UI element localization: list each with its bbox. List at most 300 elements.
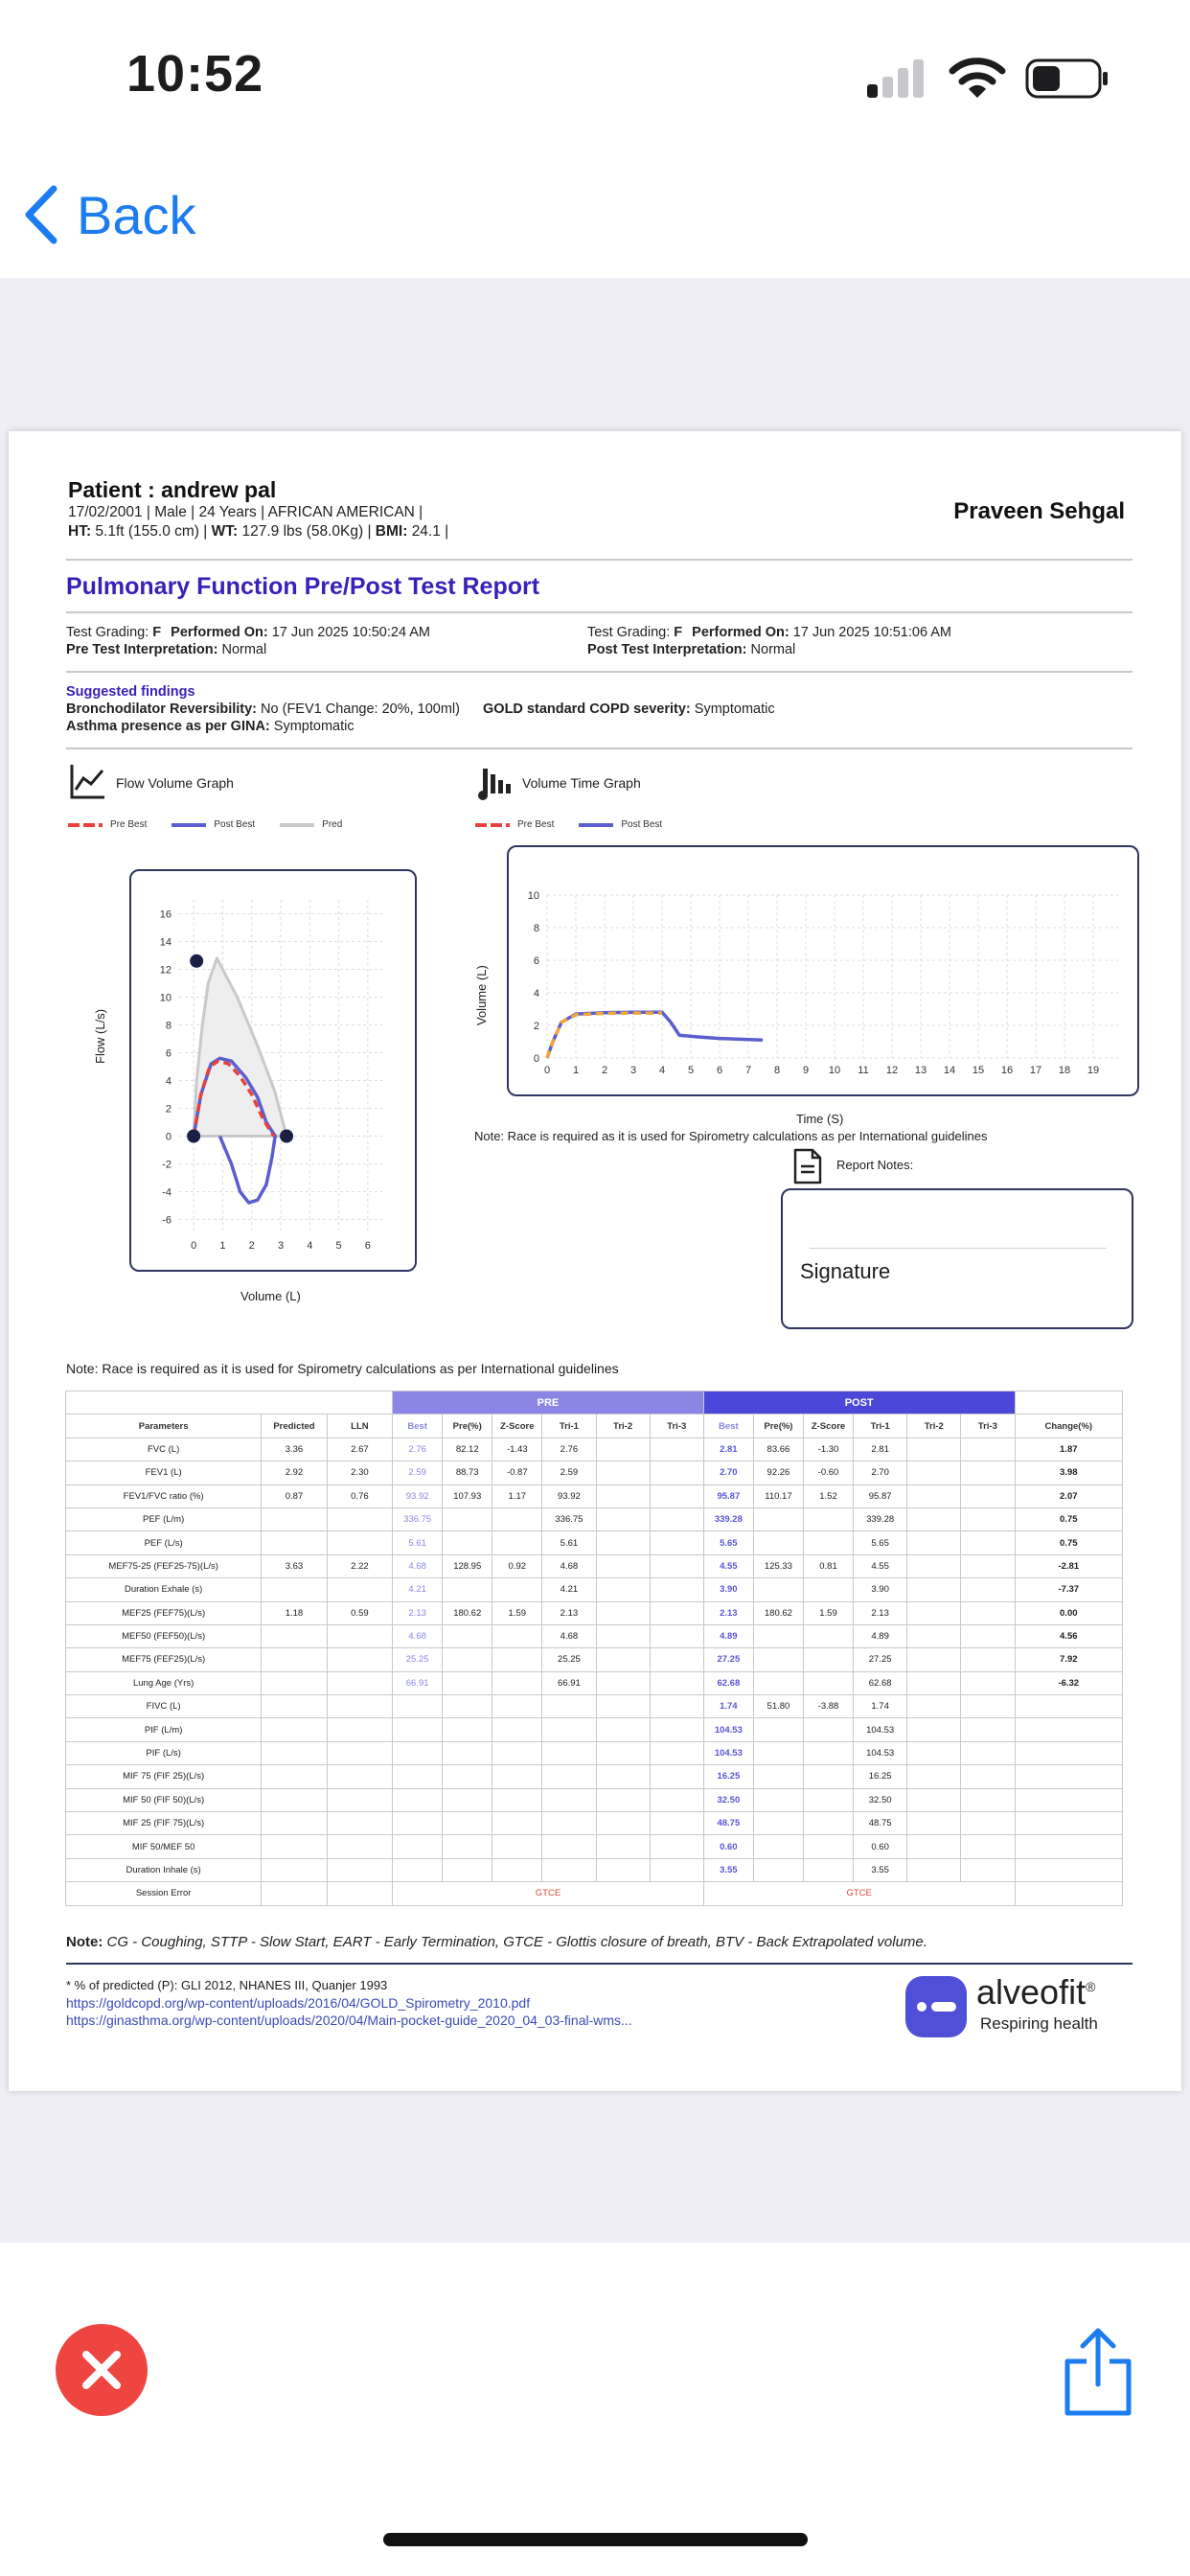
table-cell: 1.59 [492, 1601, 542, 1624]
table-cell: 2.70 [703, 1461, 753, 1484]
table-cell [327, 1765, 392, 1788]
table-cell [393, 1812, 443, 1835]
table-cell: 93.92 [393, 1484, 443, 1507]
table-column-header: Best [393, 1414, 443, 1438]
table-cell [753, 1578, 803, 1601]
table-cell [492, 1718, 542, 1741]
share-button[interactable] [1062, 2327, 1134, 2419]
table-row [66, 1671, 1123, 1694]
table-cell [961, 1858, 1015, 1881]
table-cell: 339.28 [854, 1507, 907, 1530]
x-tick-label: 11 [858, 1065, 869, 1076]
table-cell [262, 1788, 327, 1811]
table-column-header: Tri-3 [961, 1414, 1015, 1438]
table-parameter-cell: PIF (L/s) [66, 1741, 262, 1764]
table-cell [907, 1531, 961, 1554]
y-tick-label: -2 [162, 1159, 172, 1171]
footnote: * % of predicted (P): GLI 2012, NHANES III, Quanjer 1993 [66, 1978, 388, 1992]
divider [66, 748, 1133, 749]
table-parameter-cell: Duration Exhale (s) [66, 1578, 262, 1601]
table-cell [443, 1788, 492, 1811]
series-line-pred [194, 958, 286, 1137]
table-cell: 4.89 [703, 1624, 753, 1647]
table-cell [492, 1695, 542, 1718]
table-column-header: LLN [327, 1414, 392, 1438]
table-cell: 2.59 [393, 1461, 443, 1484]
table-cell [327, 1578, 392, 1601]
table-parameter-cell: MIF 50/MEF 50 [66, 1835, 262, 1858]
document-viewer[interactable] [0, 278, 1190, 2242]
table-cell [262, 1858, 327, 1881]
table-cell [596, 1554, 650, 1577]
table-cell [650, 1695, 703, 1718]
table-cell [393, 1765, 443, 1788]
table-cell: 2.92 [262, 1461, 327, 1484]
table-cell: 5.61 [393, 1531, 443, 1554]
table-cell [650, 1531, 703, 1554]
table-cell [262, 1624, 327, 1647]
x-tick-label: 4 [307, 1240, 313, 1252]
table-cell [492, 1624, 542, 1647]
table-cell [542, 1718, 596, 1741]
table-cell [961, 1741, 1015, 1764]
table-cell [907, 1765, 961, 1788]
table-cell [961, 1578, 1015, 1601]
table-column-header: Tri-2 [596, 1414, 650, 1438]
table-cell [327, 1648, 392, 1671]
table-cell [262, 1671, 327, 1694]
table-cell [542, 1765, 596, 1788]
table-cell: 66.91 [542, 1671, 596, 1694]
table-cell: -0.60 [803, 1461, 853, 1484]
table-cell: 2.76 [542, 1438, 596, 1460]
table-cell [1015, 1695, 1122, 1718]
brand-tagline: Respiring health [980, 2014, 1098, 2033]
table-cell [443, 1531, 492, 1554]
table-column-header: Predicted [262, 1414, 327, 1438]
table-cell: 1.87 [1015, 1438, 1122, 1460]
table-cell: 0.00 [1015, 1601, 1122, 1624]
table-cell [327, 1507, 392, 1530]
table-cell [327, 1718, 392, 1741]
volume-time-xlabel: Time (S) [796, 1112, 844, 1126]
table-parameter-cell: FIVC (L) [66, 1695, 262, 1718]
table-cell [262, 1812, 327, 1835]
table-cell: 4.56 [1015, 1624, 1122, 1647]
table-cell [596, 1624, 650, 1647]
table-cell [803, 1624, 853, 1647]
table-cell [596, 1812, 650, 1835]
table-cell [542, 1788, 596, 1811]
table-cell [907, 1507, 961, 1530]
signature-label: Signature [800, 1259, 891, 1283]
table-cell: 4.68 [542, 1554, 596, 1577]
table-row [66, 1648, 1123, 1671]
table-cell: -1.30 [803, 1438, 853, 1460]
table-cell: 1.59 [803, 1601, 853, 1624]
table-group-header-row [66, 1392, 1123, 1414]
table-cell [596, 1788, 650, 1811]
table-row [66, 1741, 1123, 1764]
table-cell: 62.68 [854, 1671, 907, 1694]
table-cell: 2.67 [327, 1438, 392, 1460]
table-cell [803, 1835, 853, 1858]
volume-time-legend [475, 819, 662, 830]
volume-time-title: Volume Time Graph [522, 775, 641, 791]
table-row [66, 1765, 1123, 1788]
table-cell [803, 1578, 853, 1601]
table-cell [492, 1648, 542, 1671]
table-cell [753, 1812, 803, 1835]
y-tick-label: 14 [159, 936, 172, 949]
table-cell: 83.66 [753, 1438, 803, 1460]
table-cell: 2.07 [1015, 1484, 1122, 1507]
status-bar [0, 0, 1190, 144]
table-cell [492, 1531, 542, 1554]
table-column-header-row [66, 1414, 1123, 1438]
table-row [66, 1624, 1123, 1647]
table-cell: -0.87 [492, 1461, 542, 1484]
table-cell: 2.13 [854, 1601, 907, 1624]
table-cell: 0.92 [492, 1554, 542, 1577]
x-tick-label: 18 [1058, 1065, 1071, 1076]
table-cell [443, 1858, 492, 1881]
table-cell: 27.25 [854, 1648, 907, 1671]
flow-volume-chart-frame [129, 869, 417, 1272]
y-tick-label: 2 [533, 1021, 539, 1032]
table-row [66, 1718, 1123, 1741]
table-cell [596, 1741, 650, 1764]
bronchodilator-reversibility: Bronchodilator Reversibility: No (FEV1 Change: 20%, 100ml) GOLD standard COPD severity: Symptomatic [66, 702, 775, 717]
table-cell: 25.25 [393, 1648, 443, 1671]
table-cell: 1.18 [262, 1601, 327, 1624]
share-icon [1062, 2327, 1134, 2419]
battery-icon [1025, 58, 1110, 99]
back-button[interactable] [21, 176, 196, 253]
table-cell [907, 1835, 961, 1858]
table-cell [650, 1507, 703, 1530]
table-cell: 93.92 [542, 1484, 596, 1507]
x-tick-label: 3 [629, 1065, 637, 1076]
flow-volume-title: Flow Volume Graph [116, 775, 234, 791]
table-cell [650, 1835, 703, 1858]
table-cell [596, 1601, 650, 1624]
table-cell [907, 1578, 961, 1601]
report-title: Pulmonary Function Pre/Post Test Report [66, 573, 540, 600]
table-cell: 51.80 [753, 1695, 803, 1718]
table-parameter-cell: MEF75 (FEF25)(L/s) [66, 1648, 262, 1671]
table-cell [803, 1648, 853, 1671]
pre-test-interpretation: Pre Test Interpretation: Normal [66, 642, 267, 657]
y-tick-label: -6 [162, 1214, 172, 1227]
table-cell: 5.61 [542, 1531, 596, 1554]
table-row [66, 1531, 1123, 1554]
table-cell [443, 1671, 492, 1694]
table-cell: 180.62 [443, 1601, 492, 1624]
table-cell: 4.21 [393, 1578, 443, 1601]
session-error-post: GTCE [703, 1882, 1015, 1905]
table-cell: 95.87 [703, 1484, 753, 1507]
line-chart-icon [68, 763, 106, 801]
table-cell: 0.59 [327, 1601, 392, 1624]
table-cell [961, 1554, 1015, 1577]
table-cell [650, 1671, 703, 1694]
table-cell [262, 1648, 327, 1671]
volume-time-chart-frame [507, 845, 1139, 1096]
gina-link[interactable]: https://ginasthma.org/wp-content/uploads/2020/04/Main-pocket-guide_2020_04_03-final-wms... [66, 2012, 632, 2028]
table-cell: 128.95 [443, 1554, 492, 1577]
table-column-header: Tri-1 [854, 1414, 907, 1438]
table-column-header: Tri-3 [650, 1414, 703, 1438]
signature-line [810, 1248, 1107, 1249]
table-cell [492, 1812, 542, 1835]
table-cell: 66.91 [393, 1671, 443, 1694]
table-parameter-cell: PIF (L/m) [66, 1718, 262, 1741]
table-cell: 3.98 [1015, 1461, 1122, 1484]
x-tick-label: 5 [687, 1065, 695, 1076]
table-cell [492, 1858, 542, 1881]
table-cell: 5.65 [703, 1531, 753, 1554]
table-cell [492, 1788, 542, 1811]
table-cell: 104.53 [703, 1741, 753, 1764]
asthma-presence: Asthma presence as per GINA: Symptomatic [66, 719, 355, 734]
logo-mark [905, 1976, 967, 2037]
table-cell: 336.75 [542, 1507, 596, 1530]
wifi-icon [949, 56, 1006, 100]
legend-item: Pre Best [68, 819, 147, 830]
y-tick-label: 4 [165, 1075, 172, 1088]
table-cell: 5.65 [854, 1531, 907, 1554]
y-tick-label: 8 [165, 1020, 172, 1032]
table-cell: 104.53 [703, 1718, 753, 1741]
table-parameter-cell: Lung Age (Yrs) [66, 1671, 262, 1694]
table-cell [596, 1484, 650, 1507]
y-tick-label: 4 [533, 988, 539, 1000]
table-cell [262, 1695, 327, 1718]
table-cell: 16.25 [703, 1765, 753, 1788]
post-test-grading: Test Grading: F Performed On: 17 Jun 2025 10:51:06 AM [587, 625, 951, 640]
data-point-marker [187, 1130, 200, 1143]
table-cell [753, 1741, 803, 1764]
legend-item: Pre Best [475, 819, 554, 830]
table-cell [753, 1788, 803, 1811]
table-parameter-cell: MIF 75 (FIF 25)(L/s) [66, 1765, 262, 1788]
table-cell [803, 1531, 853, 1554]
table-cell [961, 1695, 1015, 1718]
table-cell: 336.75 [393, 1507, 443, 1530]
bar-chart-icon [475, 763, 514, 801]
table-cell [327, 1835, 392, 1858]
table-parameter-cell: MEF75-25 (FEF25-75)(L/s) [66, 1554, 262, 1577]
table-cell [650, 1741, 703, 1764]
table-cell: 48.75 [703, 1812, 753, 1835]
table-row [66, 1484, 1123, 1507]
pre-test-grading: Test Grading: F Performed On: 17 Jun 2025 10:50:24 AM [66, 625, 430, 640]
table-cell [907, 1554, 961, 1577]
table-row [66, 1554, 1123, 1577]
table-cell [542, 1812, 596, 1835]
table-cell [650, 1765, 703, 1788]
table-cell [803, 1671, 853, 1694]
table-row [66, 1438, 1123, 1460]
table-cell [327, 1858, 392, 1881]
table-cell: 2.76 [393, 1438, 443, 1460]
table-cell [1015, 1858, 1122, 1881]
table-cell [907, 1671, 961, 1694]
table-parameter-cell: MEF25 (FEF75)(L/s) [66, 1601, 262, 1624]
x-tick-label: 2 [601, 1065, 608, 1076]
table-cell [393, 1835, 443, 1858]
table-header-blank [66, 1392, 393, 1414]
divider [66, 1963, 1133, 1965]
table-row [66, 1835, 1123, 1858]
table-cell [443, 1835, 492, 1858]
table-cell [907, 1718, 961, 1741]
table-cell: 7.92 [1015, 1648, 1122, 1671]
x-tick-label: 3 [277, 1240, 285, 1252]
x-tick-label: 6 [716, 1065, 723, 1076]
table-cell [907, 1788, 961, 1811]
table-cell: 2.30 [327, 1461, 392, 1484]
table-row [66, 1788, 1123, 1811]
table-cell [262, 1531, 327, 1554]
brand-name: alveofit® [976, 1972, 1096, 2012]
table-row [66, 1858, 1123, 1881]
table-cell [393, 1788, 443, 1811]
table-cell: 0.75 [1015, 1507, 1122, 1530]
table-cell [443, 1695, 492, 1718]
table-cell: 4.55 [854, 1554, 907, 1577]
x-tick-label: 7 [744, 1065, 752, 1076]
table-cell [650, 1461, 703, 1484]
table-cell: 3.90 [703, 1578, 753, 1601]
table-row [66, 1507, 1123, 1530]
x-tick-label: 1 [219, 1240, 226, 1252]
x-tick-label: 12 [885, 1065, 899, 1076]
table-cell [753, 1835, 803, 1858]
table-cell [327, 1788, 392, 1811]
table-cell [596, 1578, 650, 1601]
findings-heading: Suggested findings [66, 684, 195, 700]
table-cell [753, 1718, 803, 1741]
table-row [66, 1695, 1123, 1718]
table-cell: 2.13 [542, 1601, 596, 1624]
table-cell [492, 1835, 542, 1858]
table-cell: 2.81 [854, 1438, 907, 1460]
table-cell [961, 1507, 1015, 1530]
x-tick-label: 4 [658, 1065, 666, 1076]
table-cell [803, 1812, 853, 1835]
signature-box [781, 1188, 1133, 1329]
table-cell: 2.59 [542, 1461, 596, 1484]
patient-demographics: 17/02/2001 | Male | 24 Years | AFRICAN AMERICAN | [68, 504, 423, 520]
table-cell [492, 1765, 542, 1788]
table-cell: 27.25 [703, 1648, 753, 1671]
table-cell: 339.28 [703, 1507, 753, 1530]
spirometry-results-table [65, 1391, 1123, 1906]
close-button[interactable] [56, 2324, 148, 2416]
x-tick-label: 9 [802, 1065, 810, 1076]
x-tick-label: 0 [543, 1065, 551, 1076]
table-cell [262, 1718, 327, 1741]
table-cell: -1.43 [492, 1438, 542, 1460]
table-parameter-cell: FVC (L) [66, 1438, 262, 1460]
y-tick-label: 10 [527, 890, 539, 902]
table-cell: 32.50 [703, 1788, 753, 1811]
table-cell [907, 1695, 961, 1718]
table-cell: -3.88 [803, 1695, 853, 1718]
table-cell [443, 1718, 492, 1741]
table-cell [650, 1812, 703, 1835]
table-cell [596, 1695, 650, 1718]
table-column-header: Best [703, 1414, 753, 1438]
table-cell: 0.81 [803, 1554, 853, 1577]
table-cell [327, 1812, 392, 1835]
table-cell [907, 1812, 961, 1835]
table-cell [327, 1882, 392, 1905]
flow-volume-ylabel: Flow (L/s) [93, 1008, 107, 1064]
table-cell [907, 1461, 961, 1484]
patient-measurements: HT: 5.1ft (155.0 cm) | WT: 127.9 lbs (58.0Kg) | BMI: 24.1 | [68, 523, 449, 540]
table-cell [1015, 1765, 1122, 1788]
table-cell [907, 1741, 961, 1764]
table-cell [393, 1695, 443, 1718]
table-cell [650, 1858, 703, 1881]
table-cell [650, 1624, 703, 1647]
table-column-header: Parameters [66, 1414, 262, 1438]
table-cell [443, 1765, 492, 1788]
table-column-header: Z-Score [803, 1414, 853, 1438]
table-cell: 1.74 [854, 1695, 907, 1718]
table-cell: 1.74 [703, 1695, 753, 1718]
navigation-bar [0, 144, 1190, 278]
data-point-marker [190, 954, 203, 968]
divider [66, 671, 1133, 673]
table-cell [596, 1461, 650, 1484]
table-cell [327, 1741, 392, 1764]
table-cell [327, 1624, 392, 1647]
status-time: 10:52 [126, 45, 264, 103]
table-cell [443, 1624, 492, 1647]
table-cell [650, 1788, 703, 1811]
table-cell: 3.90 [854, 1578, 907, 1601]
table-cell [492, 1578, 542, 1601]
table-cell: 3.55 [703, 1858, 753, 1881]
table-cell [803, 1788, 853, 1811]
table-column-header: Change(%) [1015, 1414, 1122, 1438]
table-cell [327, 1695, 392, 1718]
y-tick-label: -4 [162, 1186, 172, 1199]
table-cell: 0.76 [327, 1484, 392, 1507]
y-tick-label: 6 [165, 1047, 172, 1060]
legend-item: Pred [280, 819, 342, 830]
table-cell: 2.22 [327, 1554, 392, 1577]
table-cell: 4.55 [703, 1554, 753, 1577]
table-parameter-cell: PEF (L/m) [66, 1507, 262, 1530]
table-cell [443, 1812, 492, 1835]
table-cell [650, 1718, 703, 1741]
table-cell [262, 1882, 327, 1905]
y-tick-label: 10 [159, 992, 172, 1004]
table-cell [393, 1741, 443, 1764]
table-cell: 16.25 [854, 1765, 907, 1788]
y-tick-label: 16 [159, 908, 172, 921]
table-cell: 180.62 [753, 1601, 803, 1624]
gold-link[interactable]: https://goldcopd.org/wp-content/uploads/2016/04/GOLD_Spirometry_2010.pdf [66, 1995, 531, 2011]
series-line-post-best [547, 1012, 763, 1058]
x-tick-label: 17 [1029, 1065, 1042, 1076]
table-cell: 0.60 [854, 1835, 907, 1858]
